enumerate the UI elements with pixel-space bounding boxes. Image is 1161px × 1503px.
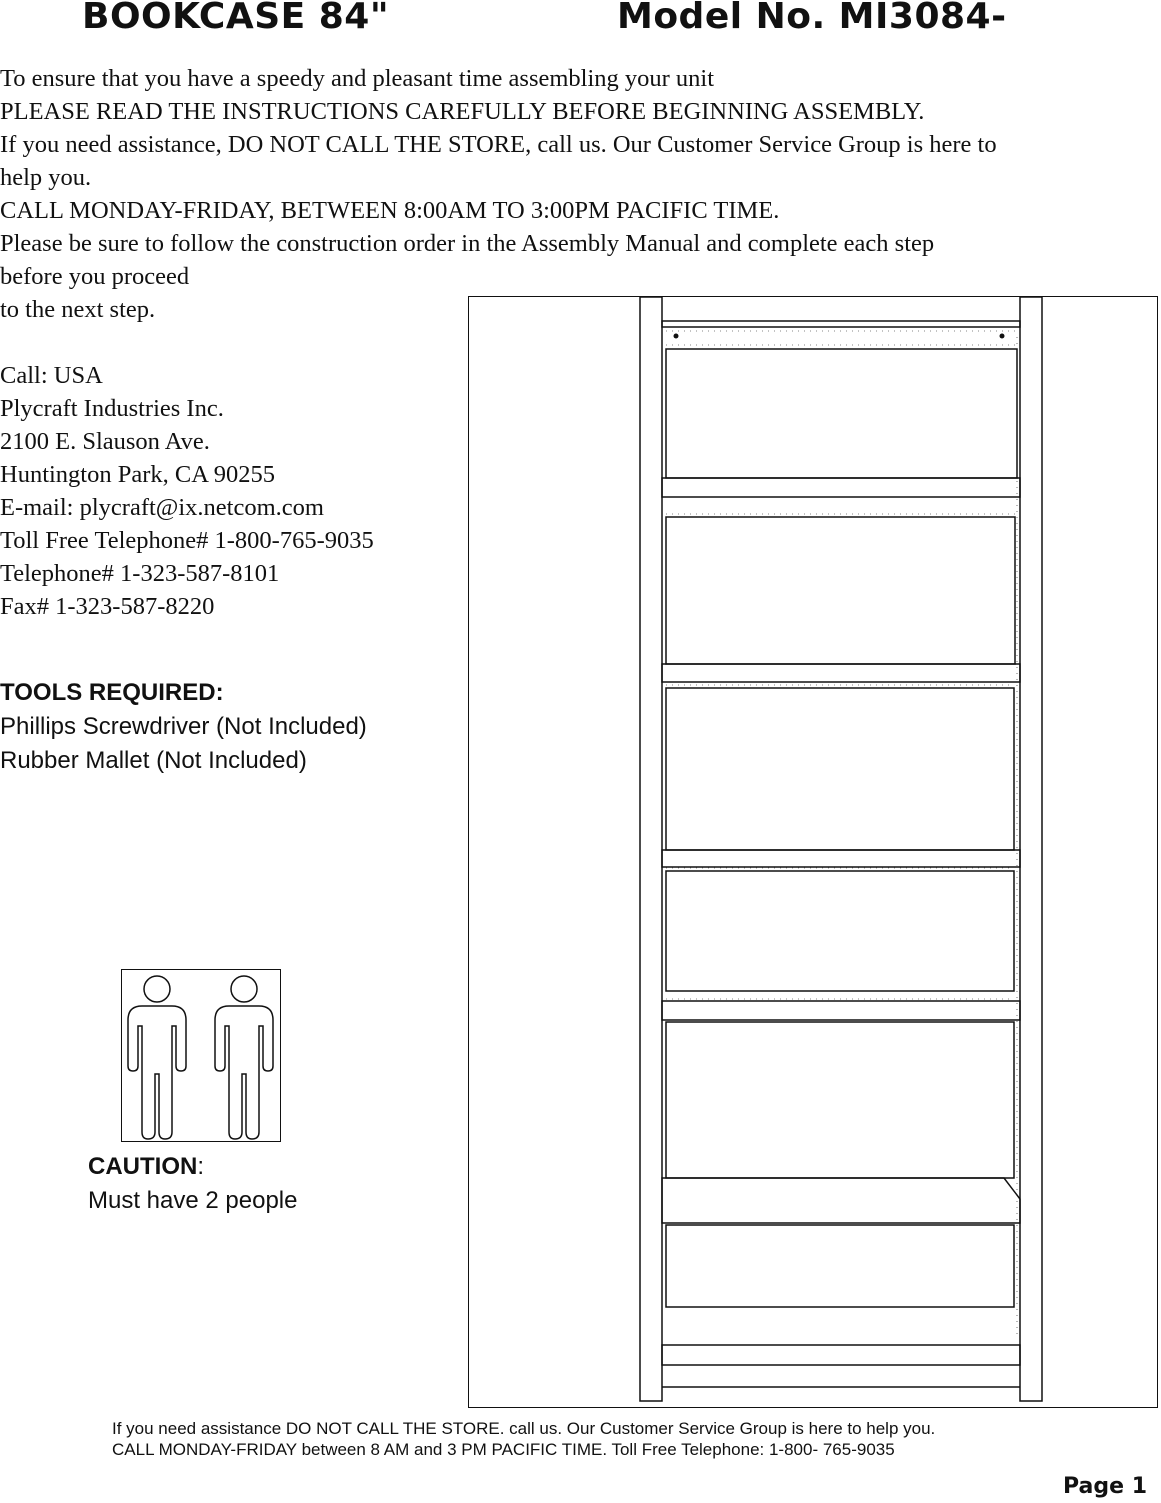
- shelf: [662, 1178, 1020, 1223]
- contact-line: Call: USA: [0, 362, 103, 389]
- contact-fax: Fax# 1-323-587-8220: [0, 593, 215, 620]
- intro-line: Please be sure to follow the construction order in the Assembly Manual and complete each step: [0, 230, 935, 257]
- screw-hole: [674, 334, 679, 339]
- screw-hole: [1000, 334, 1005, 339]
- contact-line: Huntington Park, CA 90255: [0, 461, 275, 488]
- footer-line-1: If you need assistance DO NOT CALL THE STORE. call us. Our Customer Service Group is here to help you.: [112, 1419, 936, 1438]
- document-title: BOOKCASE 84": [82, 0, 390, 37]
- two-people-icon: [121, 969, 281, 1142]
- two-people-figures: [122, 970, 279, 1140]
- model-number: Model No. MI3084-: [617, 0, 1007, 37]
- person-icon-left: [128, 976, 186, 1139]
- shelf: [662, 478, 1020, 497]
- intro-line: PLEASE READ THE INSTRUCTIONS CAREFULLY BEFORE BEGINNING ASSEMBLY.: [0, 98, 925, 125]
- intro-line: before you proceed: [0, 263, 190, 290]
- caution-heading: [88, 1150, 297, 1184]
- tool-item: Rubber Mallet (Not Included): [0, 747, 307, 774]
- person-icon-right: [215, 976, 273, 1139]
- left-side-panel: [640, 297, 662, 1401]
- caution-label: CAUTION: [88, 1153, 198, 1180]
- top-panel: [662, 321, 1020, 327]
- footer-notice: [112, 1418, 935, 1460]
- back-panel: [666, 871, 1014, 991]
- shelf: [662, 850, 1020, 867]
- bottom-shelf: [662, 1345, 1020, 1365]
- caution-note: [88, 1150, 297, 1218]
- bookcase-diagram: [468, 296, 1158, 1408]
- contact-toll-free: Toll Free Telephone# 1-800-765-9035: [0, 527, 374, 554]
- back-panel: [666, 517, 1015, 664]
- contact-line: 2100 E. Slauson Ave.: [0, 428, 210, 455]
- tool-item: Phillips Screwdriver (Not Included): [0, 713, 367, 740]
- contact-email: E-mail: plycraft@ix.netcom.com: [0, 494, 324, 521]
- right-side-panel: [1020, 297, 1042, 1401]
- intro-line: to the next step.: [0, 296, 156, 323]
- intro-line: help you.: [0, 164, 92, 191]
- contact-line: Plycraft Industries Inc.: [0, 395, 224, 422]
- contact-telephone: Telephone# 1-323-587-8101: [0, 560, 280, 587]
- footer-line-2: CALL MONDAY-FRIDAY between 8 AM and 3 PM PACIFIC TIME. Toll Free Telephone: 1-800- 765-9035: [112, 1440, 895, 1459]
- back-panel: [666, 349, 1017, 478]
- shelf: [662, 1001, 1020, 1020]
- tools-required-section: [0, 676, 367, 778]
- back-panel: [666, 688, 1014, 850]
- back-panel: [666, 1225, 1014, 1307]
- page-number: Page 1: [1062, 1474, 1147, 1499]
- tools-heading: TOOLS REQUIRED:: [0, 679, 224, 706]
- shelf: [662, 664, 1020, 682]
- bookcase-drawing: [469, 297, 1156, 1406]
- back-panel: [666, 1022, 1014, 1178]
- caution-text: Must have 2 people: [88, 1187, 298, 1214]
- intro-line: If you need assistance, DO NOT CALL THE STORE, call us. Our Customer Service Group is here to: [0, 131, 997, 158]
- caution-colon: :: [197, 1153, 204, 1180]
- intro-line: To ensure that you have a speedy and pleasant time assembling your unit: [0, 65, 715, 92]
- intro-line: CALL MONDAY-FRIDAY, BETWEEN 8:00AM TO 3:00PM PACIFIC TIME.: [0, 197, 780, 224]
